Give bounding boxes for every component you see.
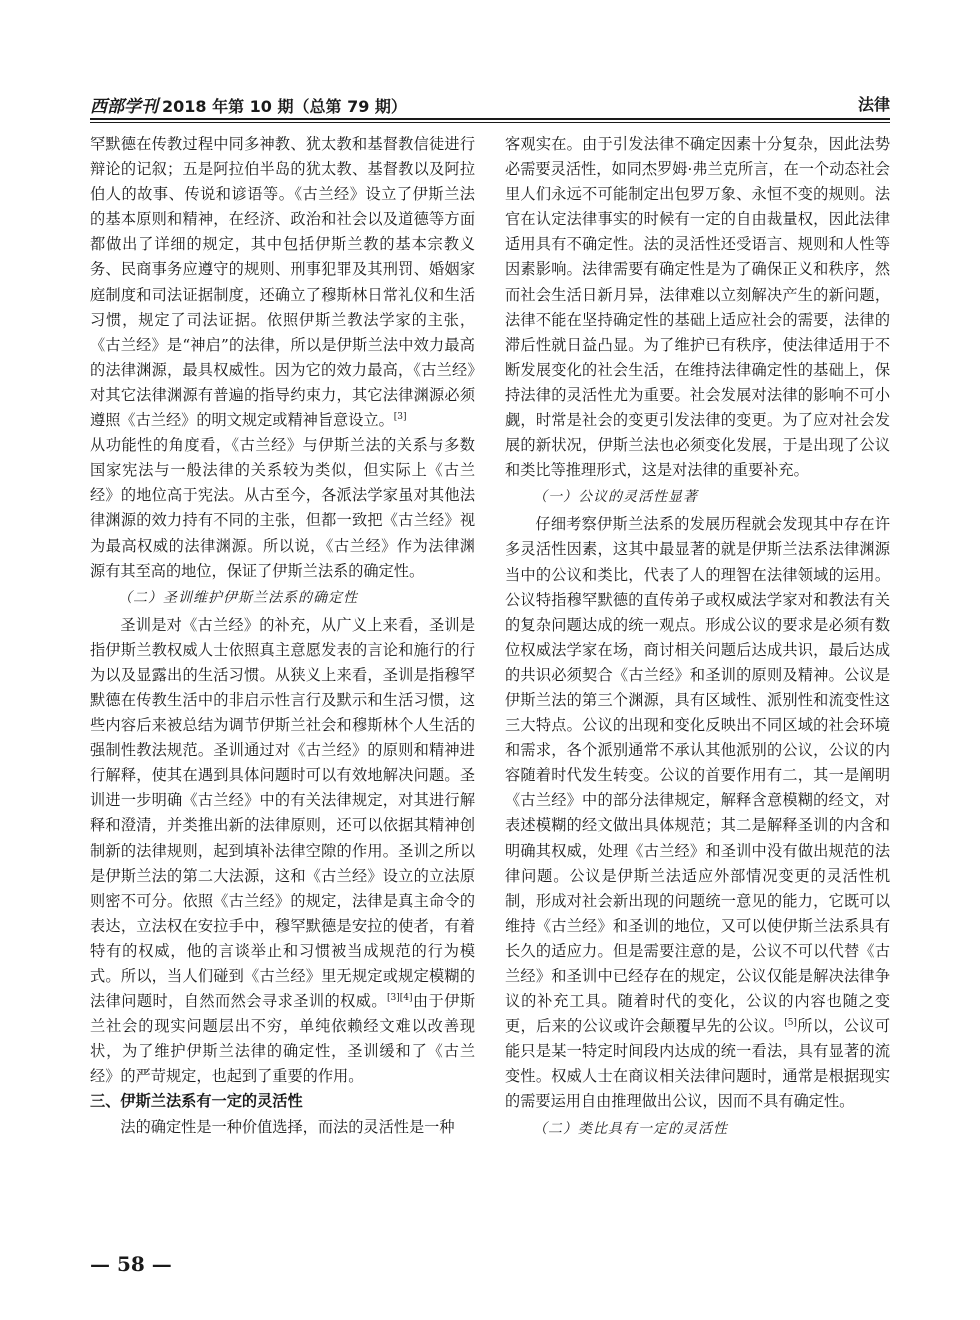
paragraph: [505, 512, 890, 1114]
paragraph: [90, 132, 475, 433]
citation: [5]: [784, 1018, 797, 1029]
subsection-heading: （二）圣训维护伊斯兰法系的确定性: [118, 589, 358, 606]
paragraph-text: 所以，公议可能只是某一特定时间段内达成的统一看法，具有显著的流变性。权威人士在商议相关法律问题时，通常是根据现实的需要运用自由推理做出公议，因而不具有确定性。: [505, 1017, 891, 1111]
paragraph-text: 仔细考察伊斯兰法系的发展历程就会发现其中存在许多灵活性因素，这其中最显著的就是伊斯兰法系法律渊源当中的公议和类比，代表了人的理智在法律领域的运用。公议特指穆罕默德的直传弟子或权威法学家对和教法有关的复杂问题达成的统一观点。形成公议的要求是必须有数位权威法学家在场，商讨相关问题后达成共识，最后达成的共识必须契合《古兰经》和圣训的原则及精神。公议是伊斯兰法的第三个渊源，具有区域性、派别性和流变性这三大特点。公议的出现和变化反映出不同区域的社会环境和需求，各个派别通常不承认其他派别的公议，公议的内容随着时代发生转变。公议的首要作用有二，其一是阐明《古兰经》中的部分法律规定，解释含意模糊的经文，对表述模糊的经文做出具体规范；其二是解释圣训的内含和明确其权威，处理《古兰经》和圣训中没有做出规范的法律问题。公议是伊斯兰法适应外部情况变更的灵活性机制，形成对社会新出现的问题统一意见的能力，它既可以维持《古兰经》和圣训的地位，又可以使伊斯兰法系具有长久的适应力。但是需要注意的是，公议不可以代替《古兰经》和圣训中已经存在的规定，公议仅能是解决法律争议的补充工具。随着时代的变化，公议的内容也随之变更，后来的公议或许会颠覆早先的公议。: [505, 515, 890, 1036]
paragraph-text: 罕默德在传教过程中同多神教、犹太教和基督教信徒进行辩论的记叙；五是阿拉伯半岛的犹太教、基督教以及阿拉伯人的故事、传说和谚语等。《古兰经》设立了伊斯兰法的基本原则和精神，在经济、政治和社会以及道德等方面都做出了详细的规定，其中包括伊斯兰教的基本宗教义务、民商事务应遵守的规则、刑事犯罪及其刑罚、婚姻家庭制度和司法证据制度，还确立了穆斯林日常礼仪和生活习惯，规定了司法证据。依照伊斯兰教法学家的主张，《古兰经》是“神启”的法律，所以是伊斯兰法中效力最高的法律渊源，最具权威性。因为它的效力最高，《古兰经》对其它法律渊源有普遍的指导约束力，其它法律渊源必须遵照《古兰经》的明文规定或精神旨意设立。: [90, 135, 475, 430]
paragraph-text: 由于伊斯兰社会的现实问题层出不穷，单纯依赖经文难以改善现状，为了维护伊斯兰法律的确定性，圣训缓和了《古兰经》的严苛规定，也起到了重要的作用。: [90, 992, 476, 1086]
journal-logo: 西部学刊: [90, 97, 158, 117]
section-heading: 三、伊斯兰法系有一定的灵活性: [90, 1092, 303, 1111]
paragraph: 从功能性的角度看，《古兰经》与伊斯兰法的关系与多数国家宪法与一般法律的关系较为类似，但实际上《古兰经》的地位高于宪法。从古至今，各派法学家虽对其他法律渊源的效力持有不同的主张，但都一致把《古兰经》视为最高权威的法律渊源。所以说，《古兰经》作为法律渊源有其至高的地位，保证了伊斯兰法系的确定性。: [90, 436, 475, 580]
citation: [3][4]: [386, 993, 413, 1004]
paragraph: [90, 613, 475, 1090]
paragraph: 法的确定性是一种价值选择，而法的灵活性是一种: [120, 1117, 455, 1136]
subsection-heading: （一）公议的灵活性显著: [533, 489, 698, 506]
paragraph: 客观实在。由于引发法律不确定因素十分复杂，因此法势必需要灵活性，如同杰罗姆·弗兰克所言，在一个动态社会里人们永远不可能制定出包罗万象、永恒不变的规则。法官在认定法律事实的时候有一定的自由裁量权，因此法律适用具有不确定性。法的灵活性还受语言、规则和人性等因素影响。法律需要有确定性是为了确保正义和秩序，然而社会生活日新月异，法律难以立刻解决产生的新问题，法律不能在坚持确定性的基础上适应社会的需要，法律的滞后性就日益凸显。为了维护已有秩序，使法律适用于不断发展变化的社会生活，在维持法律确定性的基础上，保持法律的灵活性尤为重要。社会发展对法律的影响不可小觑，时常是社会的变更引发法律的变更。为了应对社会发展的新状况，伊斯兰法也必须变化发展，于是出现了公议和类比等推理形式，这是对法律的重要补充。: [505, 135, 890, 480]
issue-label: 2018 年第 10 期（总第 79 期）: [162, 97, 407, 116]
page-number: — 58 —: [90, 1252, 172, 1276]
header-rule: [90, 118, 890, 120]
running-header: [90, 88, 890, 118]
header-rule-thin: [90, 122, 890, 123]
right-column: [505, 132, 890, 1144]
section-tag: 法律: [857, 95, 890, 114]
left-column: [90, 132, 475, 1140]
paragraph-text: 圣训是对《古兰经》的补充，从广义上来看，圣训是指伊斯兰教权威人士依照真主意愿发表的言论和施行的行为以及显露出的生活习惯。从狭义上来看，圣训是指穆罕默德在传教生活中的非启示性言行及默示和生活习惯，这些内容后来被总结为调节伊斯兰社会和穆斯林个人生活的强制性教法规范。圣训通过对《古兰经》的原则和精神进行解释，使其在遇到具体问题时可以有效地解决问题。圣训进一步明确《古兰经》中的有关法律规定，对其进行解释和澄清，并类推出新的法律原则，还可以依据其精神创制新的法律规则，起到填补法律空隙的作用。圣训之所以是伊斯兰法的第二大法源，这和《古兰经》设立的立法原则密不可分。依照《古兰经》的规定，法律是真主命令的表达，立法权在安拉手中，穆罕默德是安拉的使者，有着特有的权威，他的言谈举止和习惯被当成规范的行为模式。所以，当人们碰到《古兰经》里无规定或规定模糊的法律问题时，自然而然会寻求圣训的权威。: [90, 615, 475, 1011]
citation: [3]: [393, 411, 407, 422]
journal-issue: [90, 92, 407, 117]
subsection-heading: （二）类比具有一定的灵活性: [533, 1120, 728, 1137]
